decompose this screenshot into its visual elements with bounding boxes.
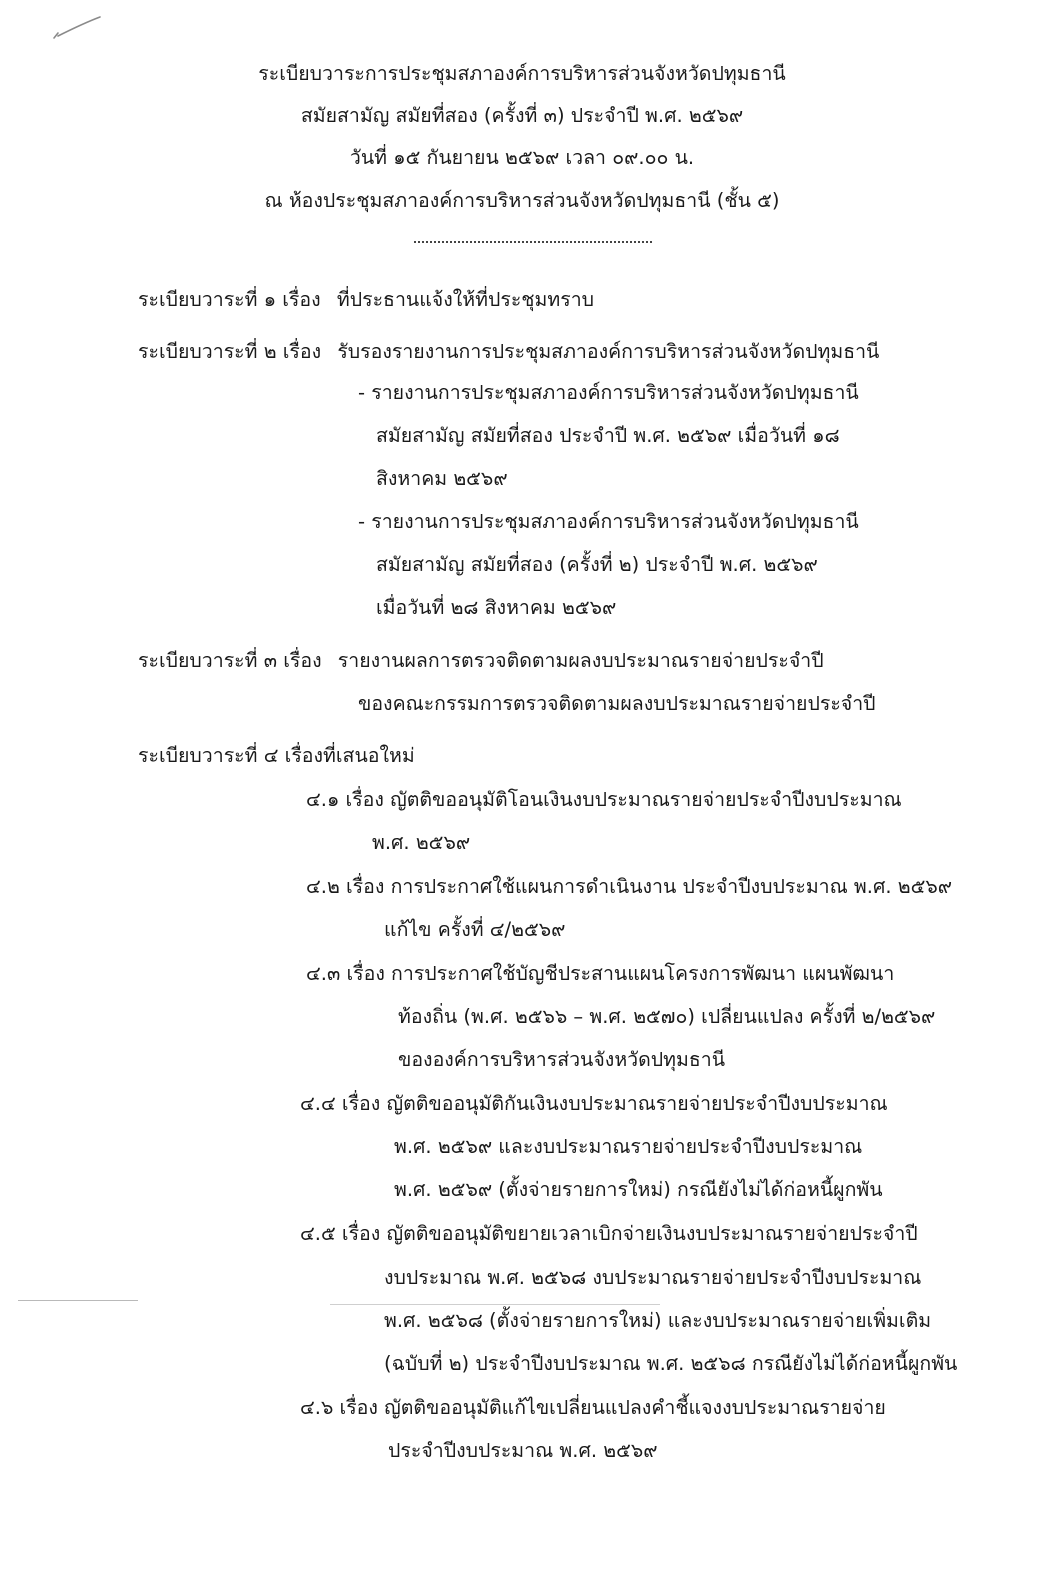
header-dotted-separator — [414, 241, 652, 243]
agenda-item-1 — [138, 286, 594, 314]
agenda-item-3-title-line2: ของคณะกรรมการตรวจติดตามผลงบประมาณรายจ่ายประจำปี — [358, 692, 876, 715]
agenda-4-5-line1: ๔.๕ เรื่อง ญัตติขออนุมัติขยายเวลาเบิกจ่ายเงินงบประมาณรายจ่ายประจำปี — [300, 1222, 918, 1245]
scan-artifact-line — [330, 1304, 660, 1305]
agenda-item-1-title: ที่ประธานแจ้งให้ที่ประชุมทราบ — [336, 288, 595, 311]
agenda-4-4-line2: พ.ศ. ๒๕๖๙ และงบประมาณรายจ่ายประจำปีงบประมาณ — [394, 1135, 863, 1158]
agenda-4-2-line1: ๔.๒ เรื่อง การประกาศใช้แผนการดำเนินงาน ประจำปีงบประมาณ พ.ศ. ๒๕๖๙ — [306, 875, 953, 898]
agenda-item-2-sub1-line1: - รายงานการประชุมสภาองค์การบริหารส่วนจังหวัดปทุมธานี — [358, 381, 859, 404]
agenda-item-2 — [138, 338, 879, 366]
agenda-4-3-line2: ท้องถิ่น (พ.ศ. ๒๕๖๖ – พ.ศ. ๒๕๗๐) เปลี่ยนแปลง ครั้งที่ ๒/๒๕๖๙ — [398, 1005, 936, 1028]
agenda-4-4-line3: พ.ศ. ๒๕๖๙ (ตั้งจ่ายรายการใหม่) กรณียังไม่ได้ก่อหนี้ผูกพัน — [394, 1178, 883, 1201]
agenda-4-4-line1: ๔.๔ เรื่อง ญัตติขออนุมัติกันเงินงบประมาณรายจ่ายประจำปีงบประมาณ — [300, 1092, 888, 1115]
agenda-item-2-sub1-line3: สิงหาคม ๒๕๖๙ — [376, 467, 508, 490]
agenda-item-2-title: รับรองรายงานการประชุมสภาองค์การบริหารส่วนจังหวัดปทุมธานี — [337, 340, 880, 363]
agenda-item-1-label: ระเบียบวาระที่ ๑ เรื่อง — [138, 288, 321, 311]
handwritten-check-mark-icon — [52, 14, 102, 42]
agenda-item-3 — [138, 647, 824, 675]
header-session-line2: สมัยสามัญ สมัยที่สอง (ครั้งที่ ๓) ประจำปี พ.ศ. ๒๕๖๙ — [300, 104, 744, 127]
agenda-4-6-line1: ๔.๖ เรื่อง ญัตติขออนุมัติแก้ไขเปลี่ยนแปลงคำชี้แจงงบประมาณรายจ่าย — [300, 1396, 886, 1419]
agenda-item-2-sub2-line1: - รายงานการประชุมสภาองค์การบริหารส่วนจังหวัดปทุมธานี — [358, 510, 859, 533]
agenda-4-1-line2: พ.ศ. ๒๕๖๙ — [372, 831, 471, 854]
header-venue-line4: ณ ห้องประชุมสภาองค์การบริหารส่วนจังหวัดปทุมธานี (ชั้น ๕) — [264, 189, 780, 212]
agenda-item-2-sub1-line2: สมัยสามัญ สมัยที่สอง ประจำปี พ.ศ. ๒๕๖๙ เมื่อวันที่ ๑๘ — [376, 424, 840, 447]
agenda-item-2-sub2-line2: สมัยสามัญ สมัยที่สอง (ครั้งที่ ๒) ประจำปี พ.ศ. ๒๕๖๙ — [376, 553, 818, 576]
agenda-4-3-line1: ๔.๓ เรื่อง การประกาศใช้บัญชีประสานแผนโครงการพัฒนา แผนพัฒนา — [306, 962, 895, 985]
agenda-item-4-label: ระเบียบวาระที่ ๔ เรื่องที่เสนอใหม่ — [138, 744, 415, 767]
agenda-item-2-sub2-line3: เมื่อวันที่ ๒๘ สิงหาคม ๒๕๖๙ — [376, 596, 617, 619]
agenda-4-6-line2: ประจำปีงบประมาณ พ.ศ. ๒๕๖๙ — [388, 1439, 658, 1462]
scan-artifact-line — [18, 1300, 138, 1301]
header-title-line1: ระเบียบวาระการประชุมสภาองค์การบริหารส่วนจังหวัดปทุมธานี — [258, 62, 786, 85]
agenda-4-5-line2: งบประมาณ พ.ศ. ๒๕๖๘ งบประมาณรายจ่ายประจำปีงบประมาณ — [384, 1266, 922, 1289]
agenda-item-2-label: ระเบียบวาระที่ ๒ เรื่อง — [138, 340, 322, 363]
agenda-4-1-line1: ๔.๑ เรื่อง ญัตติขออนุมัติโอนเงินงบประมาณรายจ่ายประจำปีงบประมาณ — [306, 788, 902, 811]
agenda-4-3-line3: ขององค์การบริหารส่วนจังหวัดปทุมธานี — [398, 1048, 726, 1071]
header-date-line3: วันที่ ๑๕ กันยายน ๒๕๖๙ เวลา ๐๙.๐๐ น. — [349, 146, 695, 169]
agenda-item-3-title-line1: รายงานผลการตรวจติดตามผลงบประมาณรายจ่ายประจำปี — [337, 649, 824, 672]
agenda-item-3-label: ระเบียบวาระที่ ๓ เรื่อง — [138, 649, 322, 672]
agenda-4-5-line3: พ.ศ. ๒๕๖๘ (ตั้งจ่ายรายการใหม่) และงบประมาณรายจ่ายเพิ่มเติม — [384, 1309, 932, 1332]
agenda-4-2-line2: แก้ไข ครั้งที่ ๔/๒๕๖๙ — [384, 918, 566, 941]
agenda-4-5-line4: (ฉบับที่ ๒) ประจำปีงบประมาณ พ.ศ. ๒๕๖๘ กรณียังไม่ได้ก่อหนี้ผูกพัน — [384, 1352, 958, 1375]
